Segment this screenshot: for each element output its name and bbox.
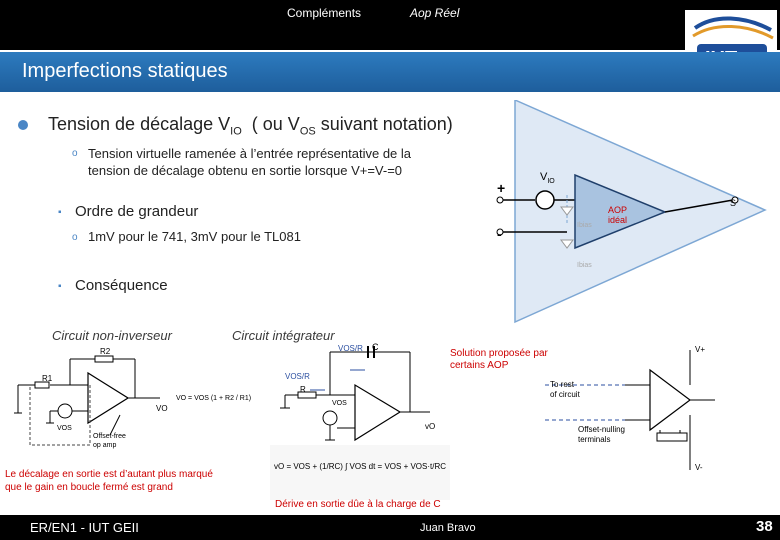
header-section: Compléments <box>287 6 362 20</box>
header-chapter: Aop Réel <box>410 6 460 20</box>
integrator-opamp-triangle <box>355 385 400 440</box>
c-label: C <box>372 342 379 352</box>
nulling-terminals-label: Offset-nulling terminals <box>578 425 625 444</box>
ideal-aop-label: AOP idéal <box>608 205 628 225</box>
footer-course: ER/EN1 - IUT GEII <box>30 520 139 535</box>
footer-author: Juan Bravo <box>420 522 476 534</box>
bullet1-text-c: suivant notation) <box>315 114 453 134</box>
bullet1-detail-line2: tension de décalage obtenu en sortie lorsque V+=V-=0 <box>88 163 403 178</box>
noninv-equation: VO = VOS (1 + R2 / R1) <box>176 395 252 402</box>
square-bullet-icon: ▪ <box>58 207 62 218</box>
aop-minus-label: - <box>497 226 502 242</box>
vminus-label: V- <box>695 463 703 472</box>
bullet-offset-voltage <box>48 114 453 138</box>
bullet1-detail <box>88 145 488 179</box>
square-bullet-icon: ▪ <box>58 281 62 292</box>
note-gain: Le décalage en sortie est d’autant plus marqué que le gain en boucle fermé est grand <box>5 469 213 493</box>
bullet-order-magnitude: Ordre de grandeur <box>75 203 199 220</box>
vos-source-icon <box>323 411 337 425</box>
note-drift: Dérive en sortie dûe à la charge de C <box>275 499 441 510</box>
rest-of-circuit-label: To rest of circuit <box>550 380 580 399</box>
bullet1-sub-io: IO <box>230 125 242 138</box>
aop-plus-label: + <box>497 180 506 196</box>
vos-r-top-label: VOS/R <box>338 344 363 353</box>
nulling-opamp-triangle <box>650 370 690 430</box>
label-integrator: Circuit intégrateur <box>232 328 335 343</box>
sub-bullet-circle-icon: o <box>72 232 78 243</box>
label-non-inverting: Circuit non-inverseur <box>52 328 172 343</box>
offset-free-caption: Offset-free op amp <box>93 433 126 449</box>
integrator-equation: vO = VOS + (1/RC) ∫ VOS dt = VOS + VOS·t/RC <box>274 462 447 471</box>
vio-source-icon <box>536 191 554 209</box>
noninv-opamp-triangle <box>88 373 128 423</box>
page-number: 38 <box>756 518 773 535</box>
bullet2-detail: 1mV pour le 741, 3mV pour le TL081 <box>88 229 301 244</box>
vo-label: vO <box>425 422 436 431</box>
potentiometer-icon <box>657 433 687 441</box>
nulling-circuit-diagram <box>545 345 725 480</box>
ibias-label: Ibias <box>577 222 592 229</box>
r2-label: R2 <box>100 347 111 356</box>
vos-source-icon <box>58 404 72 418</box>
r1-label: R1 <box>42 374 53 383</box>
ibias-label: Ibias <box>577 262 592 269</box>
aop-model-diagram <box>495 100 780 325</box>
output-s-label: S <box>730 198 737 208</box>
vo-label: VO <box>156 404 168 413</box>
note-solution: Solution proposée par certains AOP <box>450 348 548 371</box>
vplus-label: V+ <box>695 345 706 354</box>
bullet1-text-b: ( ou V <box>251 114 300 134</box>
slide-title: Imperfections statiques <box>22 60 228 82</box>
r-label: R <box>300 385 306 394</box>
bullet1-sub-os: OS <box>299 125 316 138</box>
bullet-dot-icon <box>18 120 28 130</box>
vio-label: $V_{IO}$ <box>540 171 555 186</box>
bullet1-text-a: Tension de décalage V <box>48 114 231 134</box>
vos-r-label: VOS/R <box>285 372 310 381</box>
sub-bullet-circle-icon: o <box>72 148 78 159</box>
bullet1-detail-line1: Tension virtuelle ramenée à l’entrée représentative de la <box>88 146 412 161</box>
vos-label: VOS <box>332 400 347 407</box>
vos-label: VOS <box>57 425 72 432</box>
bullet-consequence: Conséquence <box>75 277 168 294</box>
